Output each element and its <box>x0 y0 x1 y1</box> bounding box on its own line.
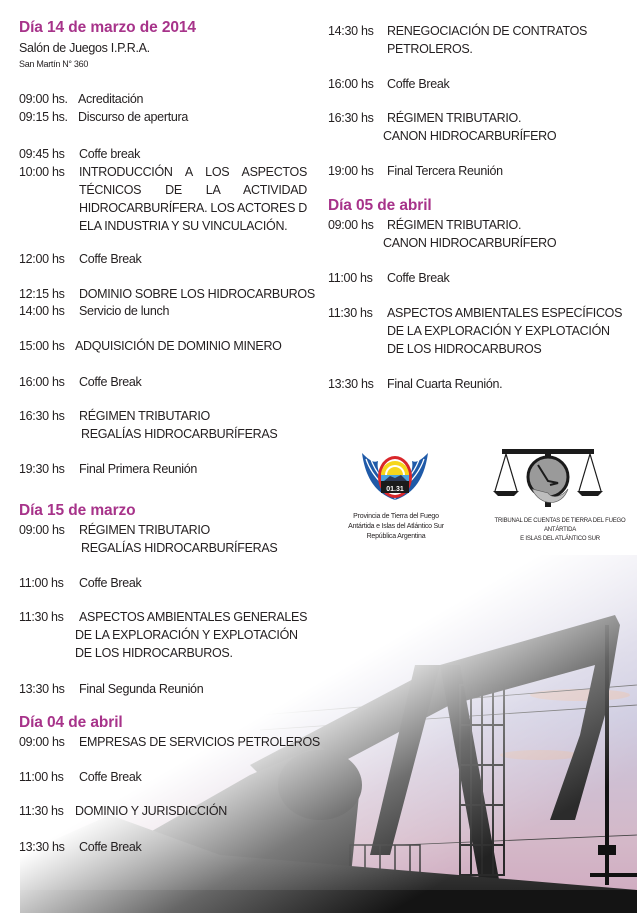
item-description <box>79 250 141 268</box>
item-description <box>387 75 449 93</box>
description-line: DOMINIO Y JURISDICCIÓN <box>75 804 227 818</box>
description-line: RÉGIMEN TRIBUTARIO <box>79 523 210 537</box>
province-coat-of-arms-icon <box>360 445 430 507</box>
description-line: Acreditación <box>78 92 144 106</box>
item-time: 09:00 hs <box>328 218 374 232</box>
item-description <box>387 162 503 180</box>
item-description <box>79 460 197 478</box>
description-line: Coffe Break <box>79 840 142 854</box>
item-time: 12:15 hs <box>19 287 65 301</box>
description-line: Discurso de apertura <box>78 110 189 124</box>
item-time: 19:30 hs <box>19 462 65 476</box>
item-time: 14:00 hs <box>19 304 65 318</box>
item-time: 11:00 hs <box>19 770 64 784</box>
item-description <box>75 608 307 662</box>
item-description <box>79 407 277 443</box>
description-line: RÉGIMEN TRIBUTARIO. <box>387 111 522 125</box>
description-line: RÉGIMEN TRIBUTARIO <box>79 409 210 423</box>
caption-line: E ISLAS DEL ATLÁNTICO SUR <box>520 536 600 542</box>
description-line: Final Segunda Reunión <box>79 682 204 696</box>
item-time: 16:30 hs <box>19 409 65 423</box>
description-line: DE LOS HIDROCARBUROS <box>387 342 542 356</box>
description-line: RÉGIMEN TRIBUTARIO. <box>387 218 522 232</box>
item-description <box>387 304 622 358</box>
item-description <box>387 22 587 58</box>
item-time: 16:30 hs <box>328 111 374 125</box>
item-description <box>79 163 307 235</box>
description-line: REGALÍAS HIDROCARBURÍFERAS <box>81 427 278 441</box>
item-description <box>75 802 227 820</box>
description-line: DE LA EXPLORACIÓN Y EXPLOTACIÓN <box>387 324 610 338</box>
item-description <box>79 145 140 163</box>
description-line: Coffe Break <box>387 77 450 91</box>
sponsor-logos <box>340 440 640 555</box>
item-time: 09:00 hs <box>19 735 65 749</box>
province-logo-caption <box>340 512 452 542</box>
item-time: 09:45 hs <box>19 147 65 161</box>
caption-line: República Argentina <box>366 533 426 540</box>
description-line: ADQUISICIÓN DE DOMINIO MINERO <box>75 339 282 353</box>
item-time: 16:00 hs <box>19 375 65 389</box>
item-description <box>79 574 141 592</box>
item-time: 09:00 hs. <box>19 92 68 106</box>
item-time: 11:30 hs <box>328 306 373 320</box>
svg-text:01.31: 01.31 <box>386 486 404 493</box>
description-line: EMPRESAS DE SERVICIOS PETROLEROS <box>79 735 320 749</box>
item-time: 15:00 hs <box>19 339 65 353</box>
item-description <box>383 216 556 252</box>
description-line: Final Cuarta Reunión. <box>387 377 503 391</box>
item-description <box>79 680 203 698</box>
item-time: 10:00 hs <box>19 165 65 179</box>
description-line: PETROLEROS. <box>387 42 473 56</box>
description-line: Coffe Break <box>387 271 450 285</box>
day-heading: Día 14 de marzo de 2014 <box>19 19 196 36</box>
item-description <box>78 108 188 126</box>
item-description <box>79 733 320 751</box>
day-heading: Día 04 de abril <box>19 714 123 731</box>
description-line: DE LA EXPLORACIÓN Y EXPLOTACIÓN <box>75 628 298 642</box>
description-line: Coffe Break <box>79 770 142 784</box>
caption-line: Antártida e Islas del Atlántico Sur <box>348 523 444 530</box>
item-description <box>387 375 502 393</box>
item-time: 11:30 hs <box>19 804 64 818</box>
tribunal-logo-caption <box>480 517 640 544</box>
item-description <box>79 521 277 557</box>
description-line: HIDROCARBURÍFERA. LOS ACTORES D <box>79 201 308 215</box>
item-time: 13:30 hs <box>19 682 65 696</box>
item-description <box>79 373 141 391</box>
item-time: 11:00 hs <box>19 576 64 590</box>
description-line: RENEGOCIACIÓN DE CONTRATOS <box>387 24 588 38</box>
item-description <box>387 269 449 287</box>
item-description <box>78 90 143 108</box>
item-description <box>79 302 169 320</box>
description-line: Final Primera Reunión <box>79 462 198 476</box>
item-time: 09:00 hs <box>19 523 65 537</box>
description-line: Coffe Break <box>79 375 142 389</box>
description-line: CANON HIDROCARBURÍFERO <box>383 236 557 250</box>
item-description <box>79 285 315 303</box>
description-line: INTRODUCCIÓN A LOS ASPECTOS <box>79 165 307 179</box>
description-line: TÉCNICOS DE LA ACTIVIDAD <box>79 183 307 197</box>
day-heading: Día 15 de marzo <box>19 502 136 519</box>
venue-address: San Martín N° 360 <box>19 59 89 69</box>
description-line: Coffe Break <box>79 576 142 590</box>
item-description <box>79 838 141 856</box>
day-heading: Día 05 de abril <box>328 197 432 214</box>
description-line: ASPECTOS AMBIENTALES GENERALES <box>79 610 308 624</box>
item-time: 11:00 hs <box>328 271 373 285</box>
description-line: ELA INDUSTRIA Y SU VINCULACIÓN. <box>79 219 288 233</box>
description-line: DOMINIO SOBRE LOS HIDROCARBUROS <box>79 287 315 301</box>
caption-line: ANTÁRTIDA <box>543 527 577 533</box>
item-time: 13:30 hs <box>328 377 374 391</box>
description-line: Final Tercera Reunión <box>387 164 503 178</box>
description-line: DE LOS HIDROCARBUROS. <box>75 646 233 660</box>
item-time: 16:00 hs <box>328 77 374 91</box>
caption-line: TRIBUNAL DE CUENTAS DE TIERRA DEL FUEGO <box>494 518 626 524</box>
description-line: REGALÍAS HIDROCARBURÍFERAS <box>81 541 278 555</box>
caption-line: Provincia de Tierra del Fuego <box>353 513 439 520</box>
item-description <box>75 337 282 355</box>
venue-name: Salón de Juegos I.P.R.A. <box>19 41 150 55</box>
item-time: 14:30 hs <box>328 24 374 38</box>
item-time: 09:15 hs. <box>19 110 68 124</box>
description-line: Coffe Break <box>79 252 142 266</box>
description-line: Servicio de lunch <box>79 304 170 318</box>
tribunal-scales-icon <box>492 445 604 513</box>
description-line: Coffe break <box>79 147 141 161</box>
description-line: ASPECTOS AMBIENTALES ESPECÍFICOS <box>387 306 623 320</box>
item-time: 11:30 hs <box>19 610 64 624</box>
item-time: 13:30 hs <box>19 840 65 854</box>
item-time: 19:00 hs <box>328 164 374 178</box>
item-description <box>79 768 141 786</box>
description-line: CANON HIDROCARBURÍFERO <box>383 129 557 143</box>
item-time: 12:00 hs <box>19 252 65 266</box>
item-description <box>383 109 556 145</box>
